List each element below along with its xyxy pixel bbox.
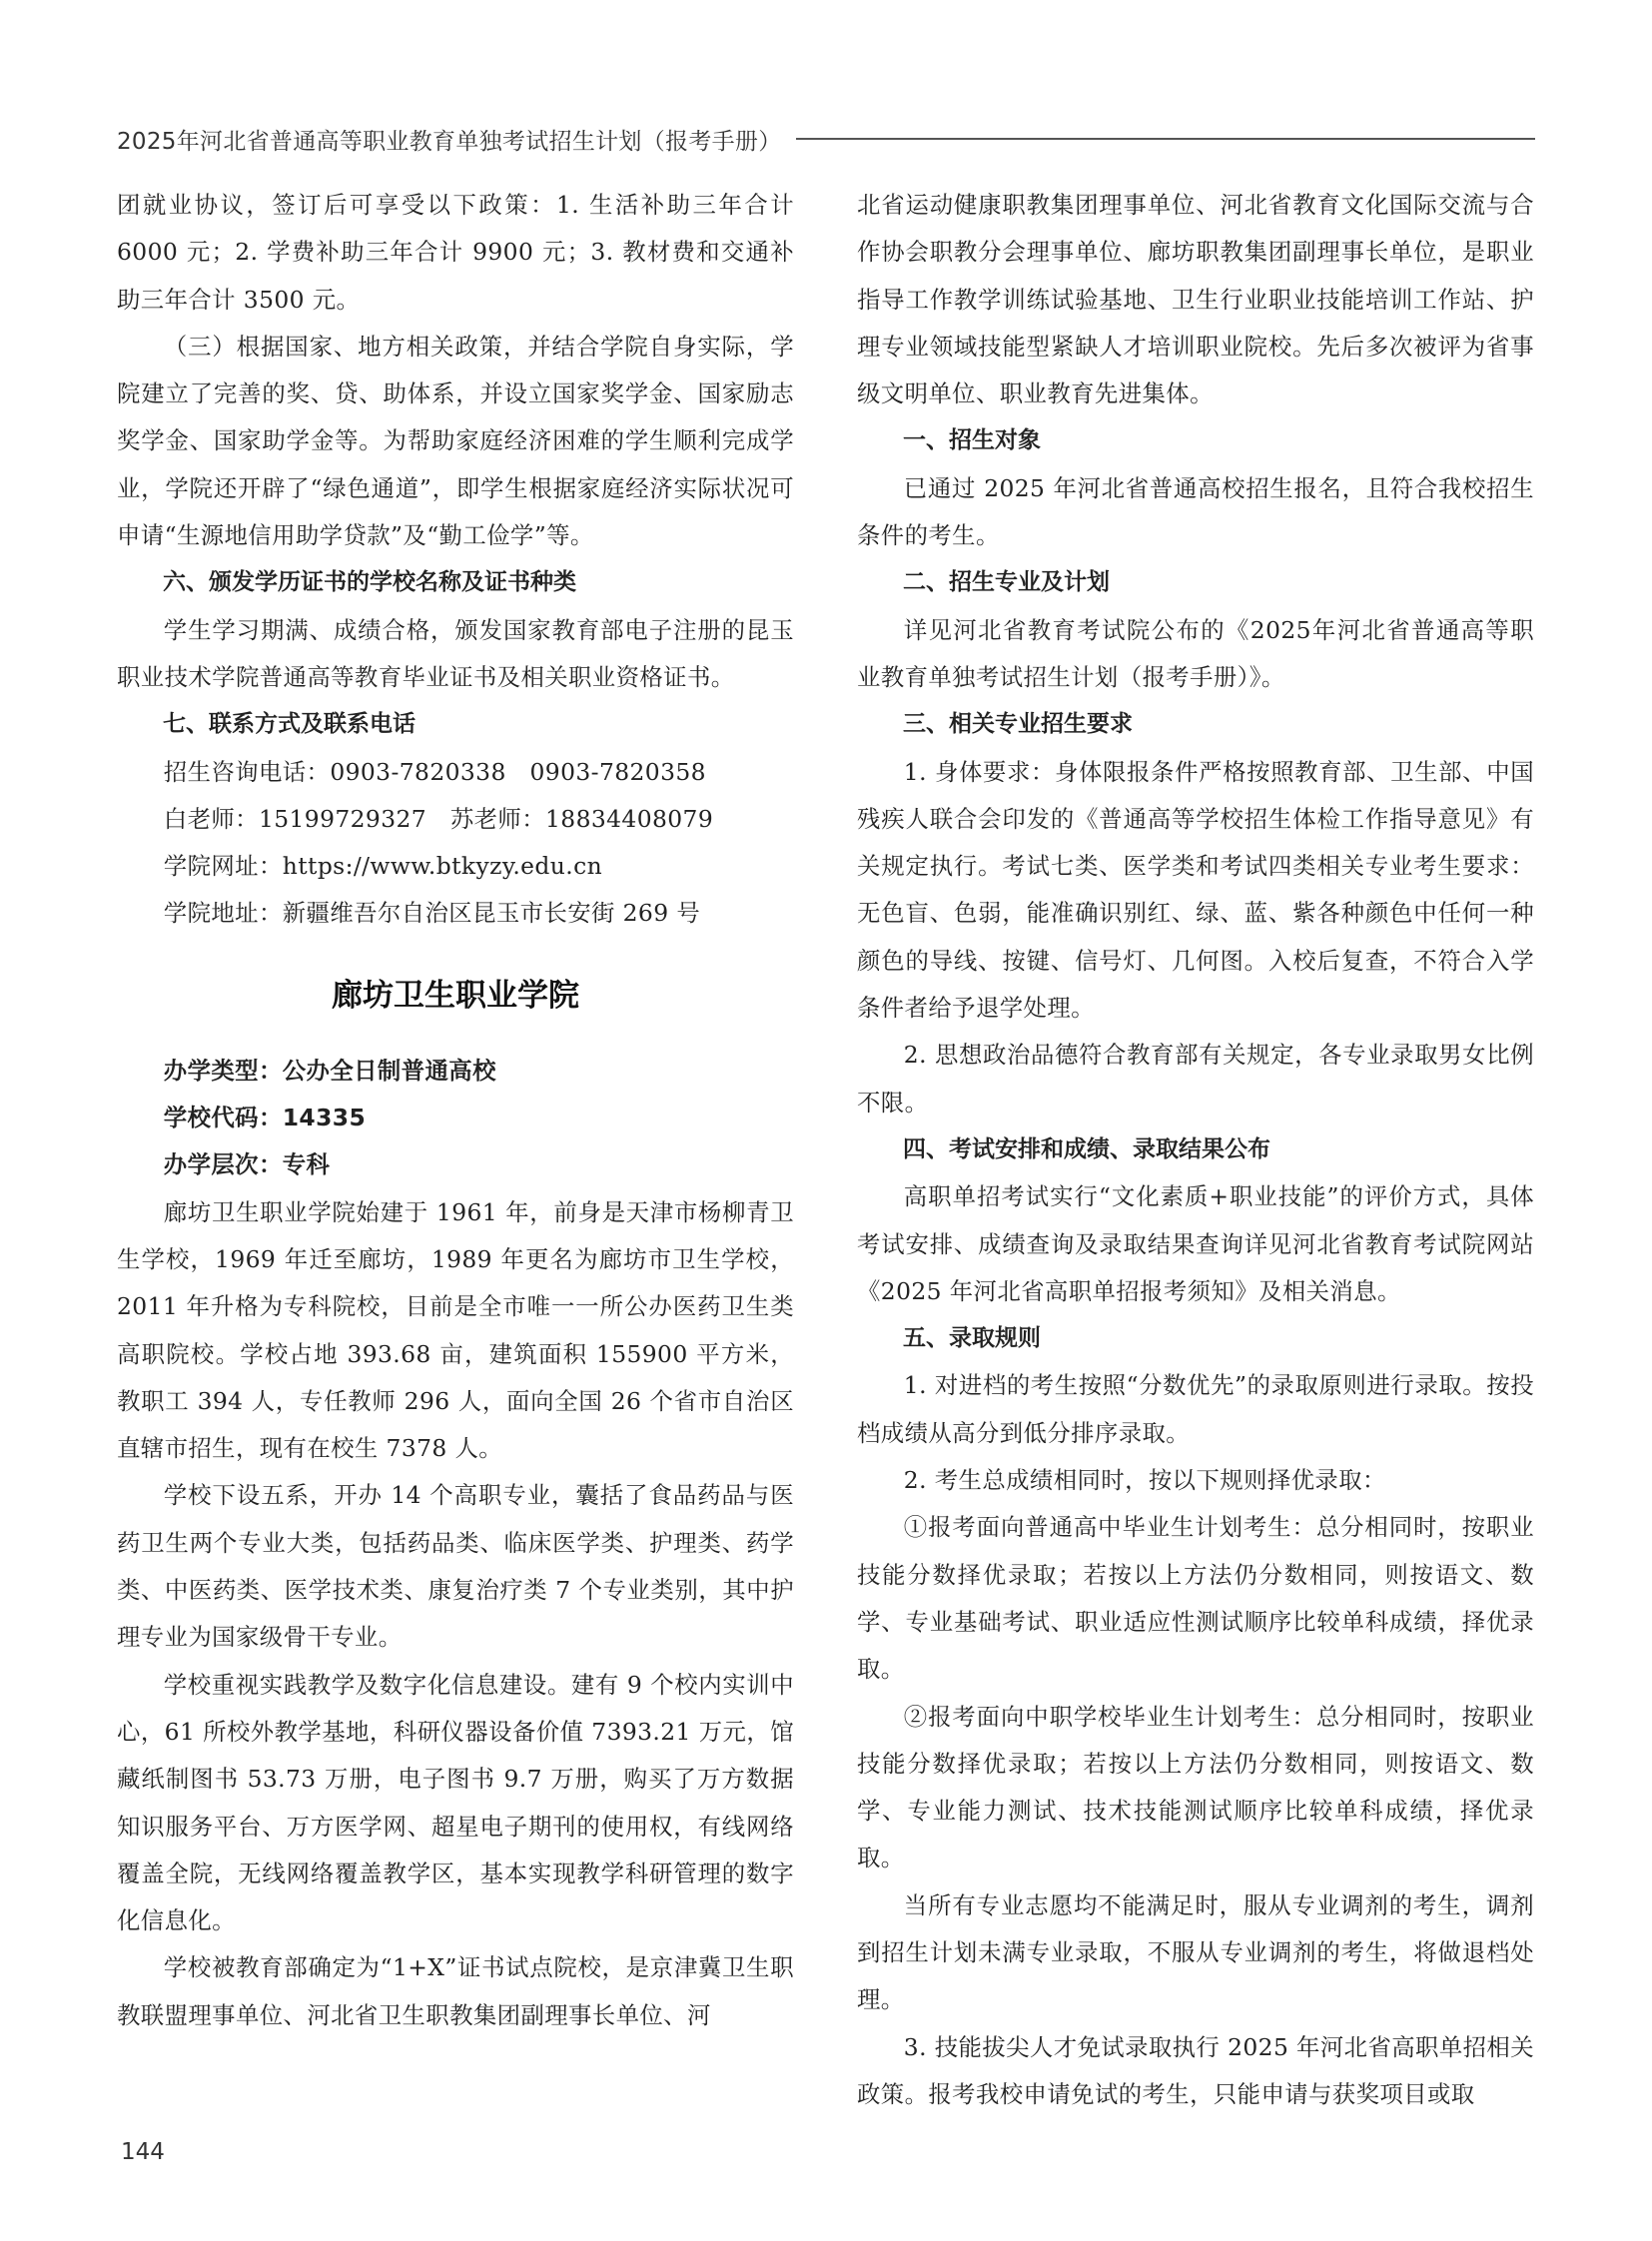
paragraph: 学校被教育部确定为“1+X”证书试点院校，是京津冀卫生职教联盟理事单位、河北省卫生职教集团副理事长单位、河 bbox=[117, 1953, 794, 2029]
paragraph: 北省运动健康职教集团理事单位、河北省教育文化国际交流与合作协会职教分会理事单位、廊坊职教集团副理事长单位，是职业指导工作教学训练试验基地、卫生行业职业技能培训工作站、护理专业领域技能型紧缺人才培训职业院校。先后多次被评为省事级文明单位、职业教育先进集体。 bbox=[857, 191, 1534, 408]
section-heading: 二、招生专业及计划 bbox=[903, 569, 1110, 596]
header-title: 2025年河北省普通高等职业教育单独考试招生计划（报考手册） bbox=[117, 128, 782, 155]
paragraph: （三）根据国家、地方相关政策，并结合学院自身实际，学院建立了完善的奖、贷、助体系，并设立国家奖学金、国家励志奖学金、国家助学金等。为帮助家庭经济困难的学生顺利完成学业，学院还开辟了“绿色通道”，即学生根据家庭经济实际状况可申请“生源地信用助学贷款”及“勤工俭学”等。 bbox=[117, 332, 794, 550]
section-heading: 一、招生对象 bbox=[903, 427, 1041, 454]
contact-website: 学院网址：https://www.btkyzy.edu.cn bbox=[163, 852, 603, 881]
contact-teachers: 白老师：15199729327 苏老师：18834408079 bbox=[163, 804, 714, 833]
paragraph: 廊坊卫生职业学院始建于 1961 年，前身是天津市杨柳青卫生学校，1969 年迁至廊坊，1989 年更名为廊坊市卫生学校，2011 年升格为专科院校，目前是全市唯一一所公办医药卫生类高职院校。学校占地 393.68 亩，建筑面积 155900 平方米，教职工 394 人，专任教师 296 人，面向全国 26 个省市自治区直辖市招生，现有在校生 7378 人。 bbox=[117, 1197, 794, 1463]
paragraph: ①报考面向普通高中毕业生计划考生：总分相同时，按职业技能分数择优录取；若按以上方法仍分数相同，则按语文、数学、专业基础考试、职业适应性测试顺序比较单科成绩，择优录取。 bbox=[857, 1513, 1534, 1684]
section-heading: 七、联系方式及联系电话 bbox=[163, 711, 415, 738]
paragraph: 1. 身体要求：身体限报条件严格按照教育部、卫生部、中国残疾人联合会印发的《普通高等学校招生体检工作指导意见》有关规定执行。考试七类、医学类和考试四类相关专业考生要求：无色盲、色弱，能准确识别红、绿、蓝、紫各种颜色中任何一种颜色的导线、按键、信号灯、几何图。入校后复查，不符合入学条件者给予退学处理。 bbox=[857, 757, 1534, 1023]
paragraph: ②报考面向中职学校毕业生计划考生：总分相同时，按职业技能分数择优录取；若按以上方法仍分数相同，则按语文、数学、专业能力测试、技术技能测试顺序比较单科成绩，择优录取。 bbox=[857, 1702, 1534, 1872]
paragraph: 3. 技能拔尖人才免试录取执行 2025 年河北省高职单招相关政策。报考我校申请免试的考生，只能申请与获奖项目或取 bbox=[857, 2032, 1534, 2108]
paragraph: 当所有专业志愿均不能满足时，服从专业调剂的考生，调剂到招生计划未满专业录取，不服从专业调剂的考生，将做退档处理。 bbox=[857, 1890, 1534, 2014]
school-code: 学校代码：14335 bbox=[163, 1104, 367, 1132]
section-heading: 四、考试安排和成绩、录取结果公布 bbox=[903, 1135, 1270, 1162]
school-type: 办学类型：公办全日制普通高校 bbox=[163, 1056, 496, 1085]
section-heading: 六、颁发学历证书的学校名称及证书种类 bbox=[163, 569, 576, 596]
contact-address: 学院地址：新疆维吾尔自治区昆玉市长安街 269 号 bbox=[163, 899, 701, 928]
right-column bbox=[857, 182, 1534, 2118]
header-rule bbox=[796, 138, 1535, 140]
paragraph: 2. 思想政治品德符合教育部有关规定，各专业录取男女比例不限。 bbox=[857, 1041, 1534, 1117]
paragraph: 团就业协议，签订后可享受以下政策：1. 生活补助三年合计 6000 元；2. 学费补助三年合计 9900 元；3. 教材费和交通补助三年合计 3500 元。 bbox=[117, 191, 794, 314]
paragraph: 学校重视实践教学及数字化信息建设。建有 9 个校内实训中心，61 所校外教学基地，科研仪器设备价值 7393.21 万元，馆藏纸制图书 53.73 万册，电子图书 9.7 万册，购买了万方数据知识服务平台、万方医学网、超星电子期刊的使用权，有线网络覆盖全院，无线网络覆盖教学区，基本实现教学科研管理的数字化信息化。 bbox=[117, 1670, 794, 1935]
paragraph: 高职单招考试实行“文化素质+职业技能”的评价方式，具体考试安排、成绩查询及录取结果查询详见河北省教育考试院网站《2025 年河北省高职单招报考须知》及相关消息。 bbox=[857, 1182, 1534, 1305]
left-column bbox=[117, 182, 794, 2039]
contact-phone: 招生咨询电话：0903-7820338 0903-7820358 bbox=[163, 757, 706, 786]
section-heading: 五、录取规则 bbox=[903, 1325, 1041, 1352]
paragraph: 学校下设五系，开办 14 个高职专业，囊括了食品药品与医药卫生两个专业大类，包括药品类、临床医学类、护理类、药学类、中医药类、医学技术类、康复治疗类 7 个专业类别，其中护理专业为国家级骨干专业。 bbox=[117, 1481, 794, 1652]
school-level: 办学层次：专科 bbox=[163, 1150, 331, 1179]
paragraph: 2. 考生总成绩相同时，按以下规则择优录取： bbox=[903, 1466, 1386, 1495]
paragraph: 已通过 2025 年河北省普通高校招生报名，且符合我校招生条件的考生。 bbox=[857, 473, 1534, 550]
page-number: 144 bbox=[121, 2139, 165, 2165]
paragraph: 详见河北省教育考试院公布的《2025年河北省普通高等职业教育单独考试招生计划（报考手册）》。 bbox=[857, 615, 1534, 691]
school-title: 廊坊卫生职业学院 bbox=[332, 977, 579, 1014]
section-heading: 三、相关专业招生要求 bbox=[903, 711, 1133, 738]
paragraph: 学生学习期满、成绩合格，颁发国家教育部电子注册的昆玉职业技术学院普通高等教育毕业证书及相关职业资格证书。 bbox=[117, 615, 794, 691]
paragraph: 1. 对进档的考生按照“分数优先”的录取原则进行录取。按投档成绩从高分到低分排序录取。 bbox=[857, 1371, 1534, 1447]
page-header bbox=[117, 122, 1535, 156]
